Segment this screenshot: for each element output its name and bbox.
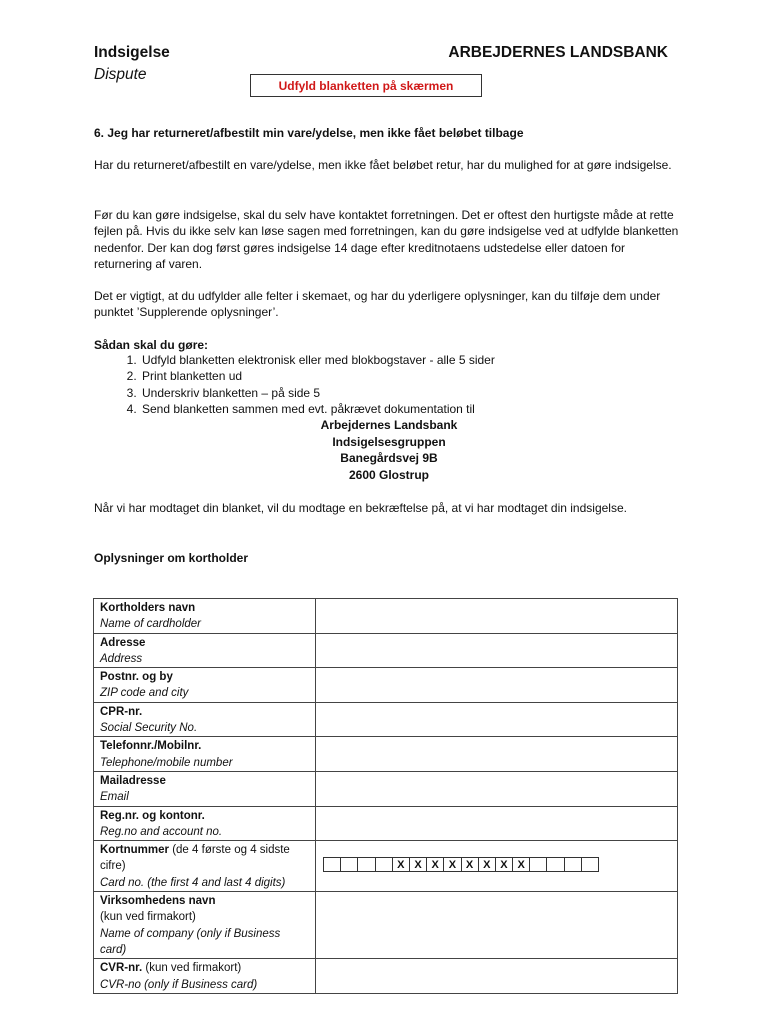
address-line: Indsigelsesgruppen xyxy=(332,434,446,449)
card-digit-box[interactable]: X xyxy=(392,857,410,872)
field-label: CPR-nr. xyxy=(100,705,143,718)
table-row xyxy=(94,959,678,994)
field-label-note: (de 4 første og 4 sidste cifre) xyxy=(100,844,290,873)
card-digit-box[interactable] xyxy=(323,857,341,872)
card-digit-box[interactable]: X xyxy=(478,857,496,872)
field-label-note: (kun ved firmakort) xyxy=(100,911,196,924)
card-digit-box[interactable] xyxy=(546,857,564,872)
list-item: 3. Underskriv blanketten – på side 5 xyxy=(140,385,495,401)
field-label-cell xyxy=(94,892,316,959)
field-label: Virksomhedens navn xyxy=(100,895,216,908)
postal-address xyxy=(94,417,684,484)
field-label-english: Name of company (only if Business card) xyxy=(100,927,281,956)
field-input[interactable] xyxy=(316,702,678,737)
table-row xyxy=(94,633,678,668)
field-label: CVR-nr. xyxy=(100,962,143,975)
intro-paragraph: Har du returneret/afbestilt en vare/ydelse, men ikke fået beløbet retur, har du mulighed for at gøre indsigelse. xyxy=(94,158,672,172)
field-input[interactable] xyxy=(316,771,678,806)
card-digit-box[interactable]: X xyxy=(461,857,479,872)
card-digit-box[interactable]: X xyxy=(495,857,513,872)
field-input[interactable] xyxy=(316,959,678,994)
card-digit-box[interactable] xyxy=(564,857,582,872)
field-label-cell xyxy=(94,702,316,737)
field-label: Adresse xyxy=(100,636,146,649)
field-label-english: ZIP code and city xyxy=(100,687,189,700)
field-label-english: Card no. (the first 4 and last 4 digits) xyxy=(100,876,286,889)
field-label: Telefonnr./Mobilnr. xyxy=(100,740,202,753)
field-label-note: (kun ved firmakort) xyxy=(142,962,242,975)
bank-name: ARBEJDERNES LANDSBANK xyxy=(448,44,668,61)
card-digit-box[interactable]: X xyxy=(409,857,427,872)
table-row xyxy=(94,737,678,772)
field-label: Reg.nr. og kontonr. xyxy=(100,809,205,822)
field-label-cell xyxy=(94,668,316,703)
howto-heading: Sådan skal du gøre: xyxy=(94,338,209,352)
card-digit-box[interactable]: X xyxy=(443,857,461,872)
field-label-english: Address xyxy=(100,652,143,665)
field-label: Kortnummer xyxy=(100,844,170,857)
field-label: Kortholders navn xyxy=(100,602,196,614)
field-label-cell xyxy=(94,841,316,892)
field-label-cell xyxy=(94,771,316,806)
field-input[interactable] xyxy=(316,599,678,634)
address-line: Arbejdernes Landsbank xyxy=(320,418,458,432)
card-digit-box[interactable] xyxy=(375,857,393,872)
field-label-cell xyxy=(94,737,316,772)
cardholder-form-table xyxy=(93,598,678,994)
table-row xyxy=(94,702,678,737)
field-label-english: Telephone/mobile number xyxy=(100,756,233,769)
card-digit-box[interactable]: X xyxy=(512,857,530,872)
card-digit-boxes xyxy=(324,857,677,872)
table-row xyxy=(94,892,678,959)
field-label-line xyxy=(100,842,309,875)
field-input[interactable] xyxy=(316,892,678,959)
card-digit-box[interactable] xyxy=(357,857,375,872)
field-label-english: CVR-no (only if Business card) xyxy=(100,978,258,991)
table-row xyxy=(94,806,678,841)
field-label-line xyxy=(100,960,309,976)
field-label: Mailadresse xyxy=(100,774,166,787)
fill-on-screen-button[interactable]: Udfyld blanketten på skærmen xyxy=(250,74,482,97)
fill-all-fields-paragraph: Det er vigtigt, at du udfylder alle felter i skemaet, og har du yderligere oplysninger, kan du tilføje dem under punktet ’Supplerende oplysninger’. xyxy=(94,289,661,320)
list-item: 2. Print blanketten ud xyxy=(140,368,495,384)
field-input[interactable] xyxy=(316,668,678,703)
page-title: Indsigelse xyxy=(94,44,170,61)
table-row xyxy=(94,599,678,634)
field-label-english: Social Security No. xyxy=(100,722,198,735)
field-label-cell xyxy=(94,959,316,994)
table-row xyxy=(94,668,678,703)
page-subtitle: Dispute xyxy=(94,66,147,83)
field-label-cell xyxy=(94,806,316,841)
field-input[interactable] xyxy=(316,633,678,668)
card-number-field xyxy=(316,841,678,892)
card-digit-box[interactable]: X xyxy=(426,857,444,872)
steps-list xyxy=(94,352,495,417)
field-label-english: Reg.no and account no. xyxy=(100,825,223,838)
address-line: Banegårdsvej 9B xyxy=(340,451,438,466)
confirmation-paragraph: Når vi har modtaget din blanket, vil du modtage en bekræftelse på, at vi har modtaget din indsigelse. xyxy=(94,501,627,515)
card-digit-box[interactable] xyxy=(529,857,547,872)
field-label-english: Email xyxy=(100,791,129,804)
card-digit-box[interactable] xyxy=(340,857,358,872)
address-line: 2600 Glostrup xyxy=(348,468,430,483)
list-item: 4. Send blanketten sammen med evt. påkrævet dokumentation til xyxy=(140,401,495,417)
contact-merchant-paragraph: Før du kan gøre indsigelse, skal du selv have kontaktet forretningen. Det er oftest den hurtigste måde at rette fejlen på. Hvis du ikke selv kan løse sagen med forretningen, kan du gøre indsigelse ved at udfylde blanketten nedenfor. Der kan dog først gøres indsigelse 14 dage efter kreditnotaens udstedelse eller datoen for returnering af varen. xyxy=(94,208,679,271)
field-label-cell xyxy=(94,599,316,634)
field-label-cell xyxy=(94,633,316,668)
list-item: 1. Udfyld blanketten elektronisk eller med blokbogstaver - alle 5 sider xyxy=(140,352,495,368)
cardholder-heading: Oplysninger om kortholder xyxy=(94,551,249,565)
table-row xyxy=(94,841,678,892)
field-input[interactable] xyxy=(316,737,678,772)
card-digit-box[interactable] xyxy=(581,857,599,872)
section-heading: 6. Jeg har returneret/afbestilt min vare/ydelse, men ikke fået beløbet tilbage xyxy=(94,126,524,140)
field-label-english: Name of cardholder xyxy=(100,618,201,631)
table-row xyxy=(94,771,678,806)
field-input[interactable] xyxy=(316,806,678,841)
field-label: Postnr. og by xyxy=(100,671,173,684)
